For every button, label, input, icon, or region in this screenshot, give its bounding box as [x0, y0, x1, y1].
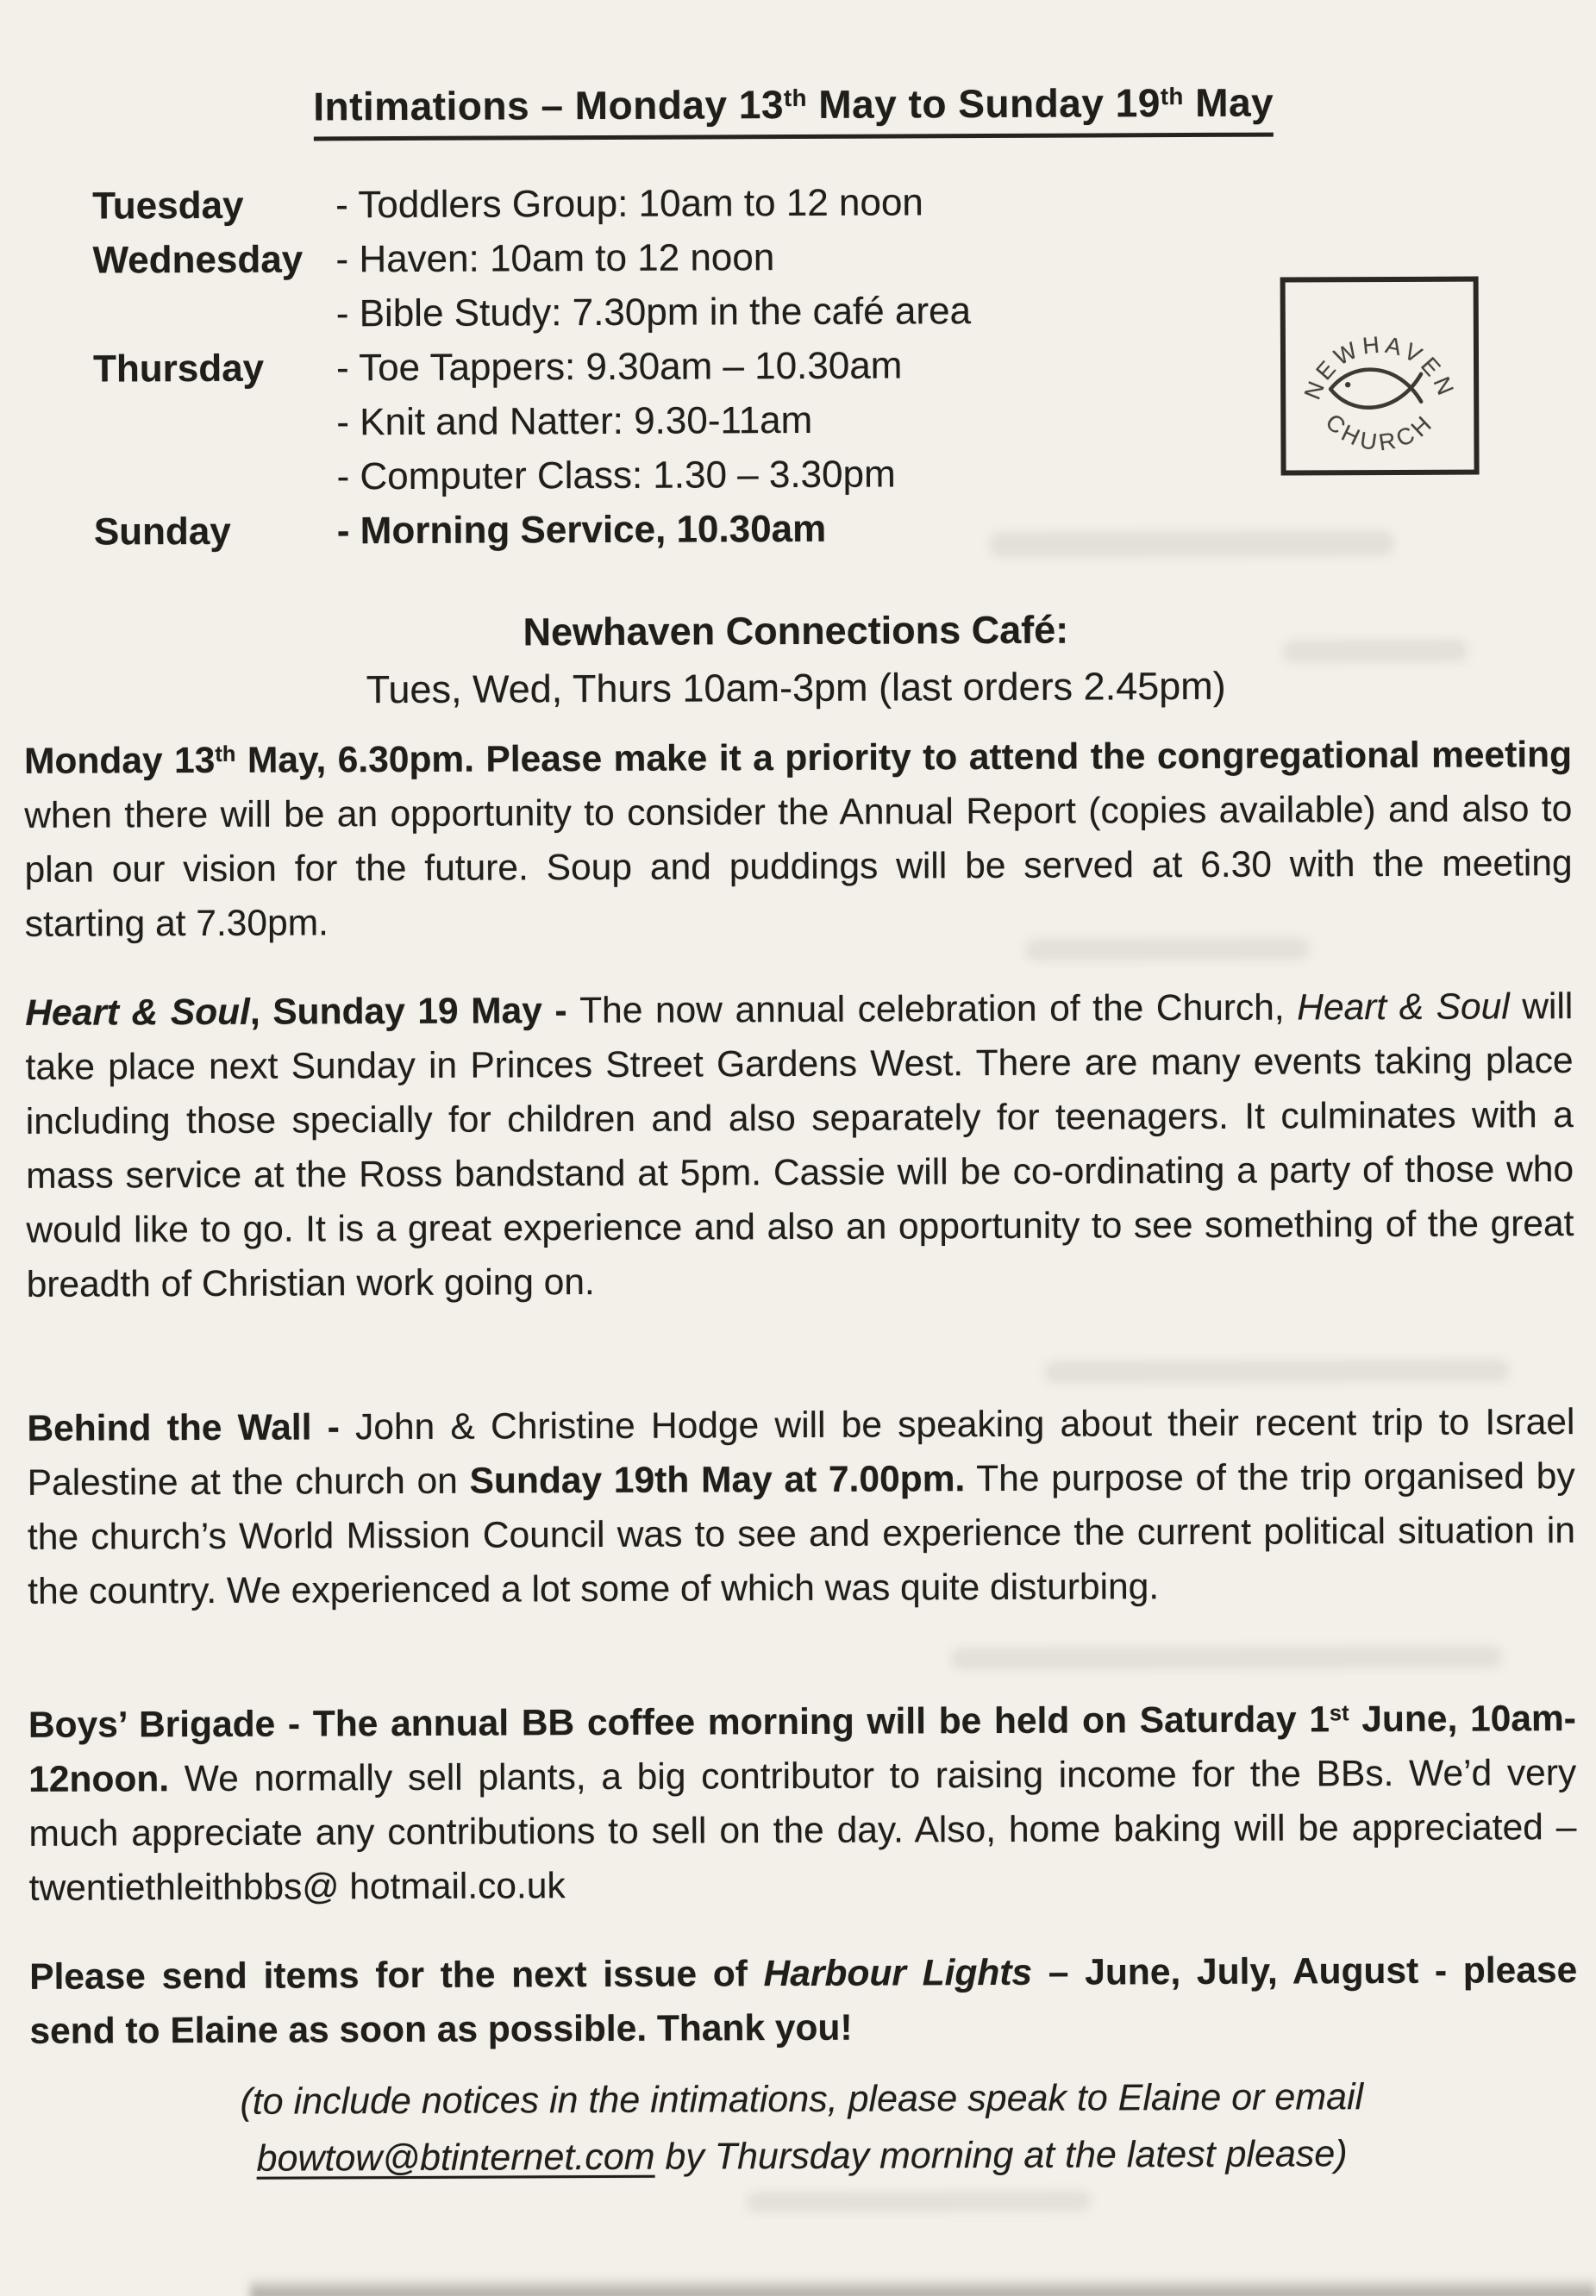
notice-harbour-lights	[29, 1943, 1588, 2059]
text-run: , Sunday 19 May -	[249, 991, 580, 1033]
text-run: June, 10am-12noon.	[28, 1699, 1576, 1800]
text-run: The now annual celebration of the Church,	[579, 987, 1298, 1032]
notice-behind-the-wall	[27, 1395, 1586, 1619]
cafe-heading: Newhaven Connections Café:	[523, 607, 1069, 654]
fish-eye	[1345, 382, 1350, 387]
schedule-entry: - Haven: 10am to 12 noon	[335, 236, 775, 281]
text-run: by Thursday morning at the latest please)	[654, 2133, 1348, 2178]
text-run: Sunday 19th May at 7.00pm.	[469, 1459, 966, 1502]
bleed-through-artifact	[989, 530, 1394, 558]
schedule-row	[92, 175, 970, 233]
notice-congregational-meeting	[23, 728, 1583, 952]
schedule-day-label	[93, 395, 336, 450]
logo-bottom-text: CHURCH	[1320, 408, 1440, 456]
notice-heart-and-soul	[25, 979, 1585, 1312]
schedule-day-label: Wednesday	[92, 238, 304, 282]
text-run: Harbour Lights	[763, 1952, 1033, 1995]
text-run: when there will be an opportunity to consider the Annual Report (copies available) and also to plan our vision for the future. Soup and puddings will be served at 6.30 with the meeting starting at 7.30pm.	[24, 735, 1583, 945]
notice-boys-brigade	[28, 1692, 1587, 1916]
ichthys-fish-icon	[1279, 275, 1481, 478]
svg-text:NEWHAVEN	[1299, 331, 1460, 404]
schedule-day-label	[93, 449, 336, 504]
schedule-entry: - Morning Service, 10.30am	[336, 507, 827, 553]
cafe-times: Tues, Wed, Thurs 10am-3pm (last orders 2.45pm)	[366, 663, 1226, 712]
text-run: Heart & Soul	[1297, 986, 1510, 1029]
fish-symbol	[1330, 369, 1421, 408]
schedule-day-label	[93, 286, 336, 341]
text-run: May to Sunday 19	[806, 80, 1161, 127]
schedule-day-label: Sunday	[93, 510, 231, 554]
text-run: – June, July, August - please send to Elaine as soon as possible. Thank you!	[29, 1950, 1588, 2052]
text-run: st	[1329, 1701, 1349, 1726]
schedule-row	[93, 447, 971, 504]
text-run: Monday 13	[23, 740, 216, 782]
schedule-row	[94, 501, 972, 559]
bleed-through-artifact	[951, 1645, 1503, 1670]
bleed-through-artifact	[746, 2191, 1091, 2213]
text-run: John & Christine Hodge will be speaking about their recent trip to Israel Palestine at the church on	[27, 1402, 1586, 1504]
svg-text:CHURCH	[1320, 409, 1439, 456]
weekly-schedule	[92, 175, 972, 559]
newhaven-church-logo	[1279, 275, 1481, 478]
bleed-through-artifact	[1044, 1359, 1510, 1383]
schedule-entry: - Knit and Natter: 9.30-11am	[336, 398, 813, 444]
text-run: th	[783, 84, 808, 112]
schedule-entry: - Toddlers Group: 10am to 12 noon	[335, 181, 923, 227]
text-run: Heart & Soul	[25, 992, 250, 1034]
text-run: May, 6.30pm. Please make it a priority to attend the congregational meeting	[235, 735, 1573, 781]
page-title-text	[313, 80, 1274, 141]
intimations-contact-note	[142, 2068, 1462, 2188]
schedule-entry: - Toe Tappers: 9.30am – 10.30am	[335, 344, 903, 390]
text-run: th	[1160, 83, 1184, 110]
scan-edge-shadow	[250, 2277, 1596, 2296]
page-title	[0, 78, 1592, 131]
schedule-day-label: Tuesday	[92, 184, 244, 228]
text-run: Behind the Wall -	[27, 1407, 356, 1449]
text-run: We normally sell plants, a big contributor to raising income for the BBs. We’d very much appreciate any contributions to sell on the day. Also, home baking will be appreciated – twentiethleithbbs@ hotmail.co.uk	[28, 1753, 1587, 1909]
logo-top-text: NEWHAVEN	[1299, 331, 1461, 404]
schedule-day-label: Thursday	[92, 347, 265, 391]
text-run: Boys’ Brigade - The annual BB coffee morning will be held on Saturday 1	[28, 1699, 1330, 1746]
bleed-through-artifact	[1282, 640, 1468, 663]
text-run: th	[215, 742, 236, 767]
text-run: The purpose of the trip organised by the church’s World Mission Council was to see and experience the current political situation in the country. We experienced a lot some of which was quite disturbing.	[27, 1456, 1586, 1612]
text-run: May	[1183, 79, 1274, 126]
schedule-row	[93, 392, 971, 450]
text-run: will take place next Sunday in Princes Street Gardens West. There are many events taking place including those specially for children and also separately for teenagers. It culminates with a mass service at the Ross bandstand at 5pm. Cassie will be co-ordinating a party of those who would like to go. It is a great experience and also an opportunity to see something of the great breadth of Christian work going on.	[25, 986, 1585, 1305]
text-run: Intimations – Monday 13	[313, 82, 785, 129]
text-run: (to include notices in the intimations, please speak to Elaine or email	[240, 2076, 1374, 2123]
text-run: bowtow@btinternet.com	[256, 2136, 655, 2180]
schedule-row	[93, 284, 971, 341]
schedule-entry: - Bible Study: 7.30pm in the café area	[335, 290, 972, 335]
schedule-row	[93, 338, 971, 396]
schedule-entry: - Computer Class: 1.30 – 3.30pm	[336, 453, 896, 498]
bleed-through-artifact	[1025, 937, 1310, 960]
text-run: Please send items for the next issue of	[29, 1954, 764, 1998]
schedule-row	[92, 229, 970, 287]
